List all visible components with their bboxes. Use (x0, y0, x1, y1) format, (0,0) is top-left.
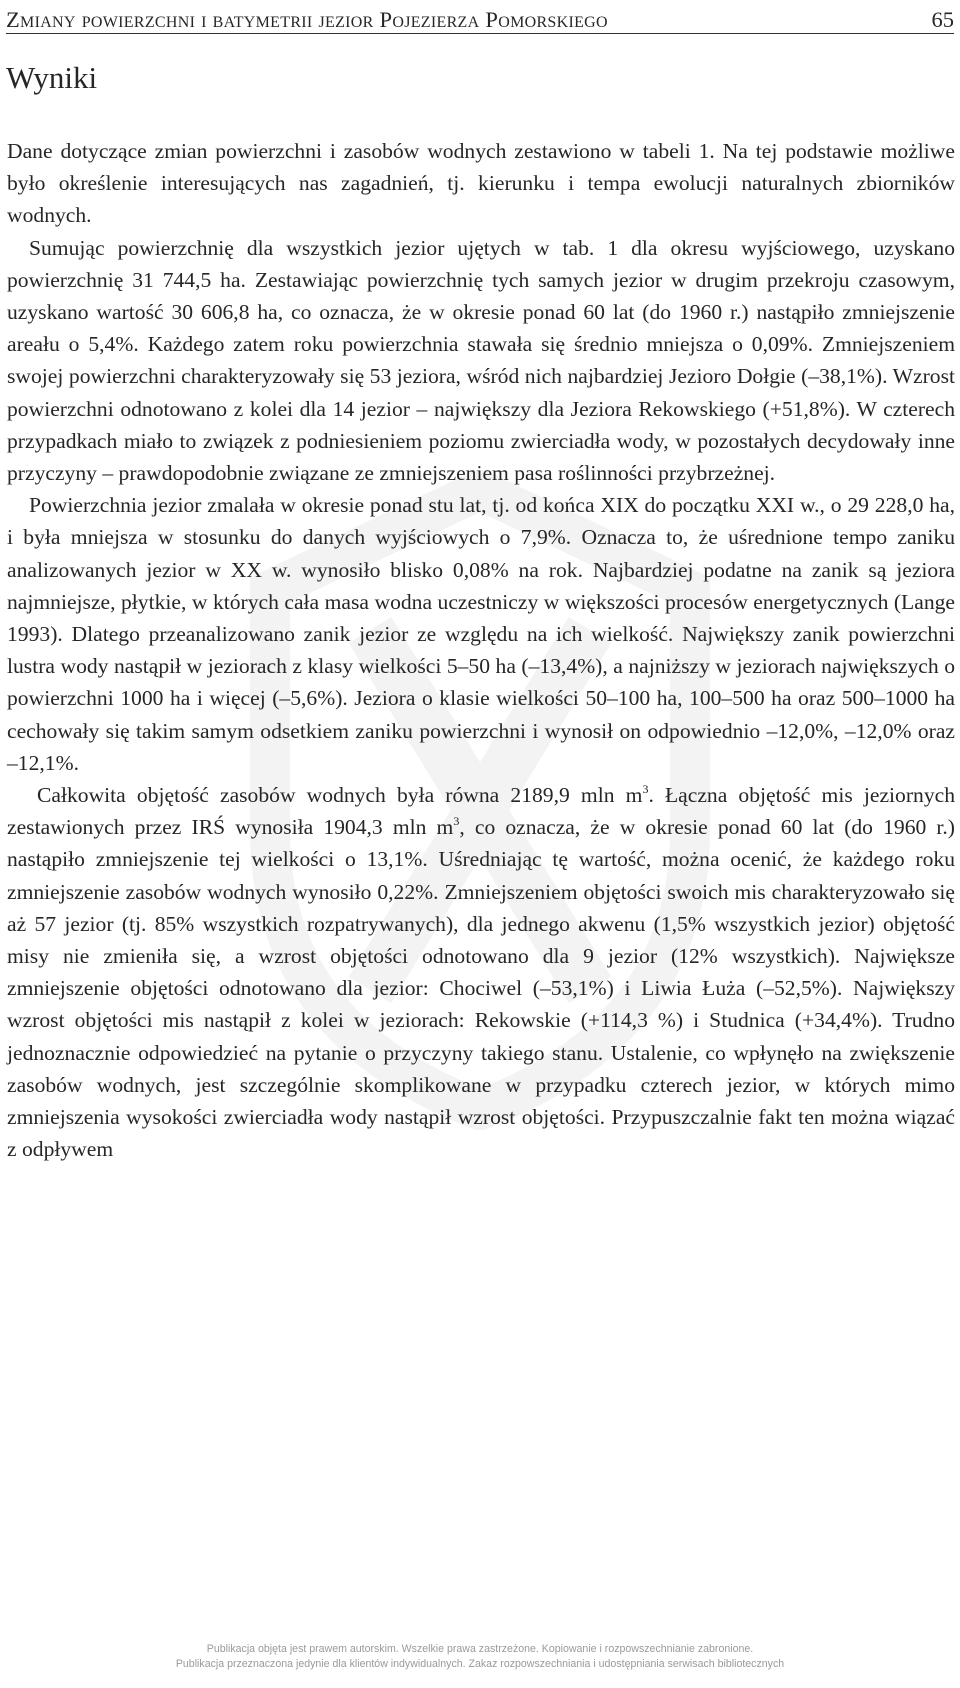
page-number: 65 (931, 6, 954, 32)
paragraph-3: Powierzchnia jezior zmalała w okresie ponad stu lat, tj. od końca XIX do początku XXI w., o 29 228,0 ha, i była mniejsza w stosunku do danych wyjściowych o 7,9%. Oznacza to, że uśrednione tempo zaniku analizowanych jezior w XX w. wynosiło blisko 0,08% na rok. Najbardziej podatne na zanik są jeziora najmniejsze, płytkie, w których cała masa wodna uczestniczy w większości procesów energetycznych (Lange 1993). Dlatego przeanalizowano zanik jezior ze względu na ich wielkość. Największy zanik powierzchni lustra wody nastąpił w jeziorach z klasy wielkości 5–50 ha (–13,4%), a najniższy w jeziorach największych o powierzchni 1000 ha i więcej (–5,6%). Jeziora o klasie wielkości 50–100 ha, 100–500 ha oraz 500–1000 ha cechowały się takim samym odsetkiem zaniku powierzchni i wynosił on odpowiednio –12,0%, –12,0% oraz –12,1%. (7, 493, 955, 775)
paragraph-4-part-a: Całkowita objętość zasobów wodnych była równa 2189,9 mln m (37, 783, 643, 808)
running-title: Zmiany powierzchni i batymetrii jezior Pojezierza Pomorskiego (6, 6, 608, 32)
footer-line-2: Publikacja przeznaczona jedynie dla klientów indywidualnych. Zakaz rozpowszechniania i udostępniania serwisach bibliotecznych (175, 1657, 785, 1670)
copyright-footer (0, 1642, 960, 1671)
paragraph-1: Dane dotyczące zmian powierzchni i zasobów wodnych zestawiono w tabeli 1. Na tej podstawie możliwe było określenie interesujących nas zagadnień, tj. kierunku i tempa ewolucji naturalnych zbiorników wodnych. (7, 139, 955, 228)
paragraph-4-part-c: , co oznacza, że w okresie ponad 60 lat (do 1960 r.) nastąpiło zmniejszenie tej wielkości o 13,1%. Uśredniając tę wartość, można ocenić, że każdego roku zmniejszenie zasobów wodnych wynosiło 0,22%. Zmniejszeniem objętości swoich mis charakteryzowało się aż 57 jezior (tj. 85% wszystkich rozpatrywanych), dla jednego akwenu (1,5% wszystkich jezior) objętość misy nie zmieniła się, a wzrost objętości odnotowano dla 9 jezior (12% wszystkich). Największe zmniejszenie objętości odnotowano dla jezior: Chociwel (–53,1%) i Liwia Łuża (–52,5%). Największy wzrost objętości mis nastąpił z kolei w jeziorach: Rekowskie (+114,3 %) i Studnica (+34,4%). Trudno jednoznacznie odpowiedzieć na pytanie o przyczyny takiego stanu. Ustalenie, co wpłynęło na zwiększenie zasobów wodnych, jest szczególnie skomplikowane w przypadku czterech jezior, w których mimo zmniejszenia wysokości zwierciadła wody nastąpił wzrost objętości. Przypuszczalnie fakt ten można wiązać z odpływem (7, 815, 955, 1162)
running-header (6, 0, 954, 34)
superscript-cubed: 3 (642, 782, 649, 797)
paragraph-4 (7, 779, 955, 1165)
section-heading: Wyniki (6, 60, 98, 95)
body-text (7, 135, 955, 1166)
footer-line-1: Publikacja objęta jest prawem autorskim. Wszelkie prawa zastrzeżone. Kopiowanie i rozpowszechnianie zabronione. (206, 1643, 754, 1655)
paragraph-4-part-b: . Łączna objętość mis jeziornych zestawionych przez IRŚ wynosiła 1904,3 mln m (7, 783, 955, 840)
superscript-cubed: 3 (453, 814, 460, 829)
paragraph-2: Sumując powierzchnię dla wszystkich jezior ujętych w tab. 1 dla okresu wyjściowego, uzyskano powierzchnię 31 744,5 ha. Zestawiając powierzchnię tych samych jezior w drugim przekroju czasowym, uzyskano wartość 30 606,8 ha, co oznacza, że w okresie ponad 60 lat (do 1960 r.) nastąpiło zmniejszenie areału o 5,4%. Każdego zatem roku powierzchnia stawała się średnio mniejsza o 0,09%. Zmniejszeniem swojej powierzchni charakteryzowały się 53 jeziora, wśród nich najbardziej Jezioro Dołgie (–38,1%). Wzrost powierzchni odnotowano z kolei dla 14 jezior – największy dla Jeziora Rekowskiego (+51,8%). W czterech przypadkach miało to związek z podniesieniem poziomu zwierciadła wody, w pozostałych decydowały inne przyczyny – prawdopodobnie związane ze zmniejszeniem pasa roślinności przybrzeżnej. (7, 235, 955, 486)
